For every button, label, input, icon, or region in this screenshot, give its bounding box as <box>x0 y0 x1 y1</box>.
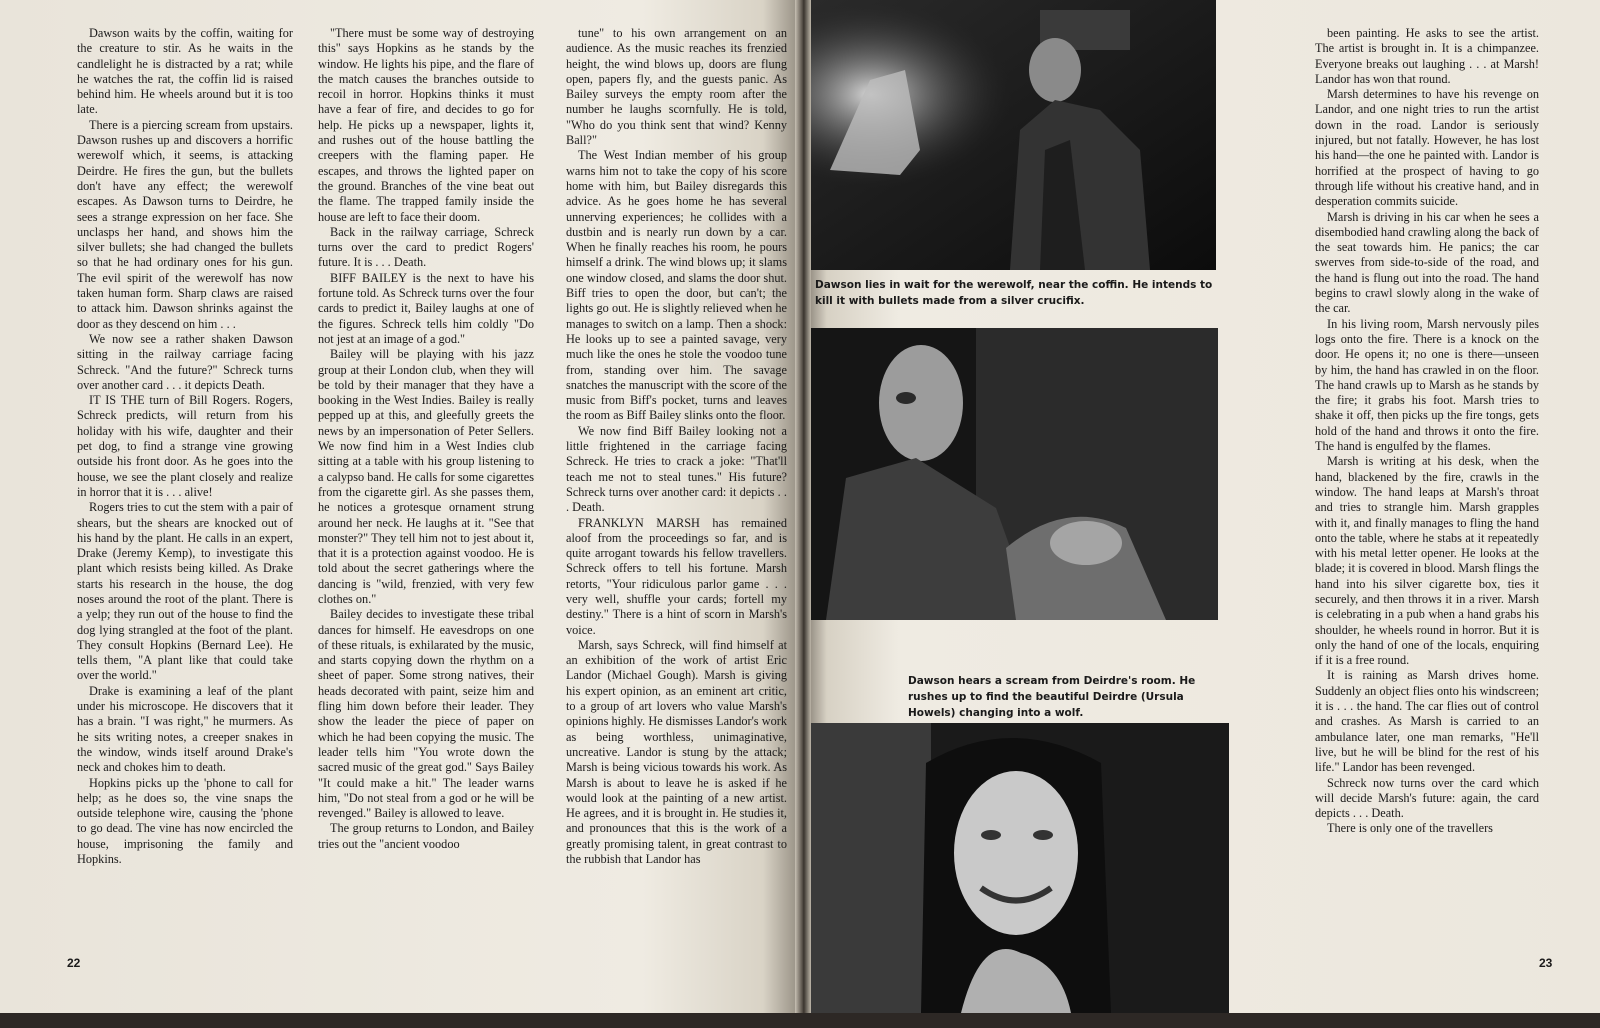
paragraph: Marsh determines to have his revenge on Landor, and one night tries to run the artist down in the road. Landor is seriously injured, but not fatally. However, he has lost his hand—the one he painted with. Landor is horrified at the prospect of having to go through life without his creative hand, and in desperation commits suicide. <box>1315 87 1539 209</box>
text-column-2 <box>318 26 534 852</box>
text-column-4 <box>1315 26 1539 837</box>
paragraph: The group returns to London, and Bailey tries out the "ancient voodoo <box>318 821 534 851</box>
caption-2: Dawson hears a scream from Deirdre's room. He rushes up to find the beautiful Deirdre (Ursula Howels) changing into a wolf. <box>908 675 1196 719</box>
right-page <box>803 0 1600 1013</box>
photo-dawson-close <box>806 328 1218 620</box>
paragraph: FRANKLYN MARSH has remained aloof from the proceedings so far, and is quite arrogant towards his fellow travellers. Schreck offers to tell his fortune. Marsh retorts, "Your ridiculous parlor game . . . very well, shuffle your cards; fortell my destiny." There is a hint of scorn in Marsh's voice. <box>566 515 787 637</box>
paragraph: It is raining as Marsh drives home. Suddenly an object flies onto his windscreen; it is . . . the hand. The car flies out of control and crashes. As Marsh is carried to an ambulance later, one man remarks, "He'll live, but he will be blind for the rest of his life." Landor has been revenged. <box>1315 668 1539 775</box>
paragraph: We now find Biff Bailey looking not a little frightened in the carriage facing Schreck. He tries to crack a joke: "That'll teach me not to steal tunes." His future? Schreck turns over another card: it depicts . . . Death. <box>566 423 787 515</box>
page-number-right: 23 <box>1539 956 1553 970</box>
paragraph: IT IS THE turn of Bill Rogers. Rogers, Schreck predicts, will return from his holiday with his wife, daughter and their pet dog, to find a strange vine growing outside his front door. As he goes into the house, we see the plant closely and realize in horror that it is . . . alive! <box>77 393 293 499</box>
paragraph: Dawson waits by the coffin, waiting for the creature to stir. As he waits in the candlelight he is distracted by a rat; while he watches the rat, the coffin lid is raised behind him. He wheels around but it is too late. <box>77 26 293 117</box>
paragraph: Schreck now turns over the card which will decide Marsh's future: again, the card depicts . . . Death. <box>1315 775 1539 821</box>
paragraph: Marsh, says Schreck, will find himself at an exhibition of the work of artist Eric Landor (Michael Gough). Marsh is giving his expert opinion, as an eminent art critic, to a group of art lovers who value Marsh's opinions highly. He dismisses Landor's work as being worthless, unimaginative, uncreative. Landor is stung by the attack; Marsh is being vicious towards his work. As Marsh is about to leave he is asked if he would look at the painting of a new artist. He agrees, and it is brought in. He studies it, and pronounces that this is the work of a greatly promising talent, in great contrast to the rubbish that Landor has <box>566 637 787 867</box>
paragraph: There is a piercing scream from upstairs. Dawson rushes up and discovers a horrific werewolf which, it seems, is attacking Deirdre. He fires the gun, but the bullets don't have any effect; the werewolf escapes. As Dawson turns to Deirdre, he sees a strange expression on her face. She unclasps her hand, and shows him the silver bullets; she had changed the bullets so that he had ordinary ones for his gun. The evil spirit of the werewolf has now taken human form. Sharp claws are raised to attack him. Dawson shrinks against the door as they descend on him . . . <box>77 117 293 331</box>
left-page <box>0 0 803 1013</box>
paragraph: There is only one of the travellers <box>1327 821 1493 836</box>
paragraph: Bailey will be playing with his jazz group at their London club, when they will be told by their manager that they have a booking in the West Indies. Bailey is really pepped up at this, and gleefully greets the news by an impersonation of Peter Sellers. We now find him in a West Indies club sitting at a table with his group listening to a calypso band. He calls for some cigarettes from the cigarette girl. As she passes them, he notices a grotesque ornament strung around her neck. He laughs at it. "See that monster?" They tell him not to jest about it, that it is a protection against voodoo. He is told about the secret gatherings where the dancing is "wild, frenzied, with very few clothes on." <box>318 347 534 606</box>
paragraph: tune" to his own arrangement on an audience. As the music reaches its frenzied height, the wind blows up, doors are flung open, papers fly, and the guests panic. As Bailey surveys the empty room after the number he laughs scornfully. He is told, "Who do you think sent that wind? Kenny Ball?" <box>566 26 787 148</box>
paragraph: Drake is examining a leaf of the plant under his microscope. He discovers that it has a brain. "I was right," he murmers. As he sits writing notes, a creeper snakes in the window, winds itself around Drake's neck and chokes him to death. <box>77 683 293 775</box>
paragraph: "There must be some way of destroying this" says Hopkins as he stands by the window. He lights his pipe, and the flare of the match causes the branches outside to recoil in horror. Hopkins thinks it must have a fear of fire, and decides to go for help. He picks up a newspaper, lights it, and rushes out of the house battling the creepers with the flaming paper. He escapes, and throws the lighted paper on the ground. Branches of the vine beat out the flame. The trapped family inside the house are left to face their doom. <box>318 26 534 224</box>
photo-dawson-coffin <box>810 0 1216 270</box>
caption-1: Dawson lies in wait for the werewolf, near the coffin. He intends to kill it with bullets made from a silver crucifix. <box>815 279 1213 307</box>
paragraph: Rogers tries to cut the stem with a pair of shears, but the shears are knocked out of his hand by the plant. He calls in an expert, Drake (Jeremy Kemp), to investigate this plant which resists being killed. As Drake starts his research in the house, the dog noses around the root of the plant. There is a yelp; they run out of the house to find the dog lying strangled at the foot of the plant. They consult Hopkins (Bernard Lee). He tells them, "A plant like that could take over the world." <box>77 500 293 683</box>
paragraph: been painting. He asks to see the artist. The artist is brought in. It is a chimpanzee. Everyone breaks out laughing . . . at Marsh! Landor has won that round. <box>1315 26 1539 86</box>
paragraph: Hopkins picks up the 'phone to call for help; as he does so, the vine snaps the outside telephone wire, causing the 'phone to go dead. The vine has now encircled the house, imprisoning the family and Hopkins. <box>77 775 293 867</box>
spine-gutter <box>795 0 811 1013</box>
paragraph: In his living room, Marsh nervously piles logs onto the fire. There is a knock on the door. He opens it; no one is there—unseen by him, the hand has crawled in on the floor. The hand crawls up to Marsh as he stands by the fire; it grabs his foot. Marsh tries to shake it off, then picks up the fire tongs, gets hold of the hand and throws it onto the fire. The hand is engulfed by the flames. <box>1315 316 1539 454</box>
paragraph: We now see a rather shaken Dawson sitting in the railway carriage facing Schreck. "And the future?" Schreck turns over another card . . . it depicts Death. <box>77 331 293 392</box>
page-number-left: 22 <box>67 956 81 970</box>
text-column-3 <box>566 26 787 867</box>
paragraph: Marsh is driving in his car when he sees a disembodied hand crawling along the back of the seat towards him. He panics; the car swerves from side-to-side of the road, and the hand is flung out into the road. The hand begins to crawl slowly along in the wake of the car. <box>1315 209 1540 316</box>
photo-deirdre <box>811 723 1229 1013</box>
paragraph: Bailey decides to investigate these tribal dances for himself. He eavesdrops on one of these rituals, is exhilarated by the music, and starts copying down the rhythm on a sheet of paper. Some strong natives, their heads decorated with paint, seize him and fling him down before their leader. They show the leader the piece of paper on which he had been copying the music. The leader tells him "You wrote down the sacred music of the great god." Says Bailey "It could make a hit." The leader warns him, "Do not steal from a god or he will be revenged." Bailey is allowed to leave. <box>318 607 534 821</box>
paragraph: Back in the railway carriage, Schreck turns over the card to predict Rogers' future. It is . . . Death. <box>318 224 534 270</box>
paragraph: Marsh is writing at his desk, when the hand, blackened by the fire, crawls in the window. The hand leaps at Marsh's throat and tries to strangle him. Marsh grapples with it, and finally manages to fling the hand onto the table, where he stabs at it repeatedly with his metal letter opener. He looks at the blade; it is covered in blood. Marsh flings the hand into his silver cigarette box, ties it securely, and then throws it in a river. Marsh is celebrating in a pub when a hand grabs his shoulder, he wheels round in horror. But it is only the hand of one of the locals, enquiring if it is a free round. <box>1315 454 1539 668</box>
paragraph: BIFF BAILEY is the next to have his fortune told. As Schreck turns over the four cards to predict it, Bailey laughs at one of the figures. Schreck tells him coldly "Do not jest at an image of a god." <box>318 270 534 346</box>
paragraph: The West Indian member of his group warns him not to take the copy of his score home with him, but Bailey disregards this advice. As he goes home he has several unnerving experiences; he collides with a dustbin and is nearly run down by a car. When he finally reaches his room, he pours himself a drink. The wind blows up; it slams one window closed, and slams the door shut. Biff tries to open the door, but can't; the lights go out. He is slightly relieved when he manages to switch on a lamp. Then a shock: He looks up to see a painted savage, very much like the ones he stole the voodoo tune from, standing over him. The savage snatches the manuscript with the score of the music from Biff's pocket, turns and leaves the room as Biff Bailey slinks onto the floor. <box>566 148 787 423</box>
text-column-1 <box>77 26 293 867</box>
